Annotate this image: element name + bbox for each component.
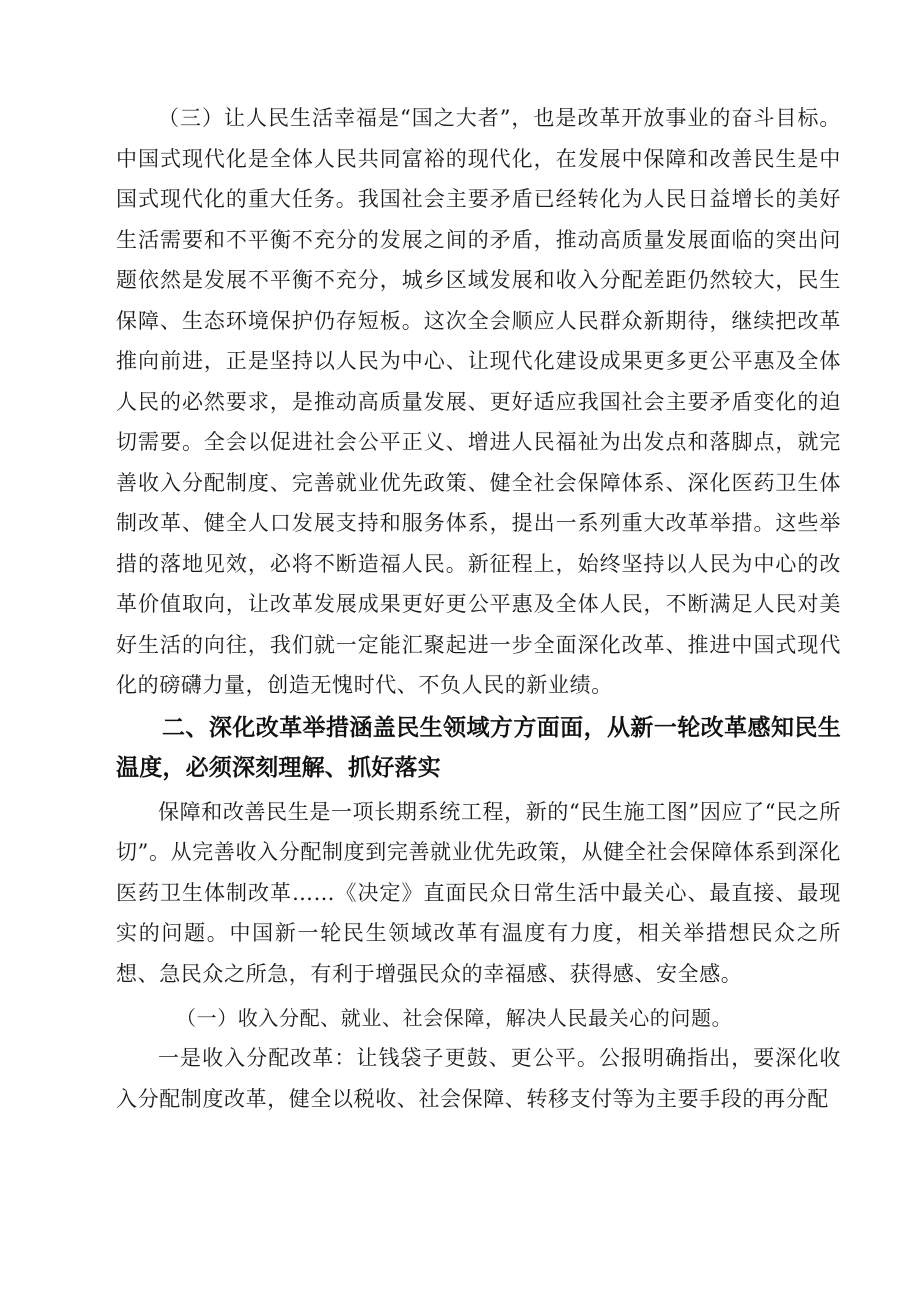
paragraph-income-reform: 一是收入分配改革：让钱袋子更鼓、更公平。公报明确指出，要深化收入分配制度改革，健全以税收、社会保障、转移支付等为主要手段的再分配 bbox=[116, 1046, 841, 1111]
paragraph-section-three: （三）让人民生活幸福是“国之大者”，也是改革开放事业的奋斗目标。中国式现代化是全体人民共同富裕的现代化，在发展中保障和改善民生是中国式现代化的重大任务。我国社会主要矛盾已经转化为人民日益增长的美好生活需要和不平衡不充分的发展之间的矛盾，推动高质量发展面临的突出问题依然是发展不平衡不充分，城乡区域发展和收入分配差距仍然较大，民生保障、生态环境保护仍存短板。这次全会顺应人民群众新期待，继续把改革推向前进，正是坚持以人民为中心、让现代化建设成果更多更公平惠及全体人民的必然要求，是推动高质量发展、更好适应我国社会主要矛盾变化的迫切需要。全会以促进社会公平正义、增进人民福祉为出发点和落脚点，就完善收入分配制度、完善就业优先政策、健全社会保障体系、深化医药卫生体制改革、健全人口发展支持和服务体系，提出一系列重大改革举措。这些举措的落地见效，必将不断造福人民。新征程上，始终坚持以人民为中心的改革价值取向，让改革发展成果更好更公平惠及全体人民，不断满足人民对美好生活的向往，我们就一定能汇聚起进一步全面深化改革、推进中国式现代化的磅礴力量，创造无愧时代、不负人民的新业绩。 bbox=[116, 106, 841, 697]
subheading-income-employment: （一）收入分配、就业、社会保障，解决人民最关心的问题。 bbox=[176, 1006, 733, 1030]
section-heading-two: 二、深化改革举措涵盖民生领域方方面面，从新一轮改革感知民生温度，必须深刻理解、抓好落实 bbox=[116, 714, 841, 781]
paragraph-livelihood-intro: 保障和改善民生是一项长期系统工程，新的“民生施工图”因应了“民之所切”。从完善收入分配制度到完善就业优先政策，从健全社会保障体系到深化医药卫生体制改革……《决定》直面民众日常生活中最关心、最直接、最现实的问题。中国新一轮民生领域改革有温度有力度，相关举措想民众之所想、急民众之所急，有利于增强民众的幸福感、获得感、安全感。 bbox=[116, 799, 841, 986]
document-body bbox=[116, 98, 841, 1119]
